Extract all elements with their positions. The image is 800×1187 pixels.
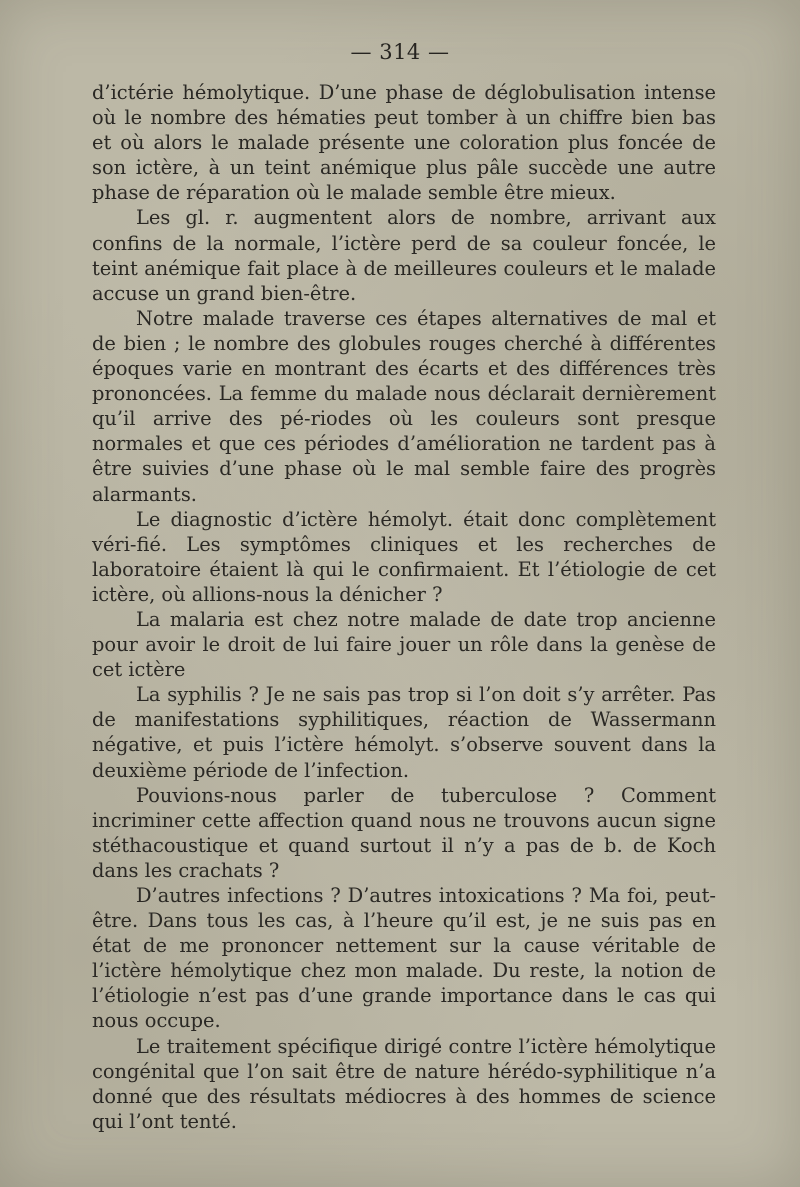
paragraph-alternating-stages: Notre malade traverse ces étapes alternatives de mal et de bien ; le nombre des globules rouges cherché à différentes époques varie en montrant des écarts et des différences très prononcées. La femme du malade nous déclarait dernièrement qu’il arrive des pé-riodes où les couleurs sont presque normales et que ces périodes d’amélioration ne tardent pas à être suivies d’une phase où le mal semble faire des progrès alarmants.	[92, 306, 716, 506]
paragraph-syphilis: La syphilis ? Je ne sais pas trop si l’on doit s’y arrêter. Pas de manifestations syphilitiques, réaction de Wassermann négative, et puis l’ictère hémolyt. s’observe souvent dans la deuxième période de l’infection.	[92, 683, 716, 782]
paragraph-other-causes: D’autres infections ? D’autres intoxications ? Ma foi, peut-être. Dans tous les cas, à l’heure qu’il est, je ne suis pas en état de me prononcer nettement sur la cause véritable de l’ictère hémolytique chez mon malade. Du reste, la notion de l’étiologie n’est pas d’une grande importance dans le cas qui nous occupe.	[92, 884, 716, 1033]
paragraph-malaria: La malaria est chez notre malade de date trop ancienne pour avoir le droit de lui faire jouer un rôle dans la genèse de cet ictère	[92, 607, 716, 682]
paragraph-treatment: Le traitement spécifique dirigé contre l’ictère hémolytique congénital que l’on sait être de nature hérédo-syphilitique n’a donné que des résultats médiocres à des hommes de science qui l’ont tenté.	[92, 1034, 716, 1133]
paragraph-tuberculosis: Pouvions-nous parler de tuberculose ? Comment incriminer cette affection quand nous ne trouvons aucun signe stéthacoustique et quand surtout il n’y a pas de b. de Koch dans les crachats ?	[92, 783, 716, 882]
page-number: — 314 —	[350, 40, 450, 64]
paragraph-continuation: d’ictérie hémolytique. D’une phase de déglobulisation intense où le nombre des hématies peut tomber à un chiffre bien bas et où alors le malade présente une coloration plus foncée de son ictère, à un teint anémique plus pâle succède une autre phase de réparation où le malade semble être mieux.	[92, 81, 716, 205]
paragraph-globules: Les gl. r. augmentent alors de nombre, arrivant aux confins de la normale, l’ictère perd de sa couleur foncée, le teint anémique fait place à de meilleures couleurs et le malade accuse un grand bien-être.	[92, 206, 716, 305]
body-text	[92, 80, 716, 1134]
paragraph-diagnosis: Le diagnostic d’ictère hémolyt. était donc complètement véri-fié. Les symptômes cliniques et les recherches de laboratoire étaient là qui le confirmaient. Et l’étiologie de cet ictère, où allions-nous la dénicher ?	[92, 507, 716, 606]
